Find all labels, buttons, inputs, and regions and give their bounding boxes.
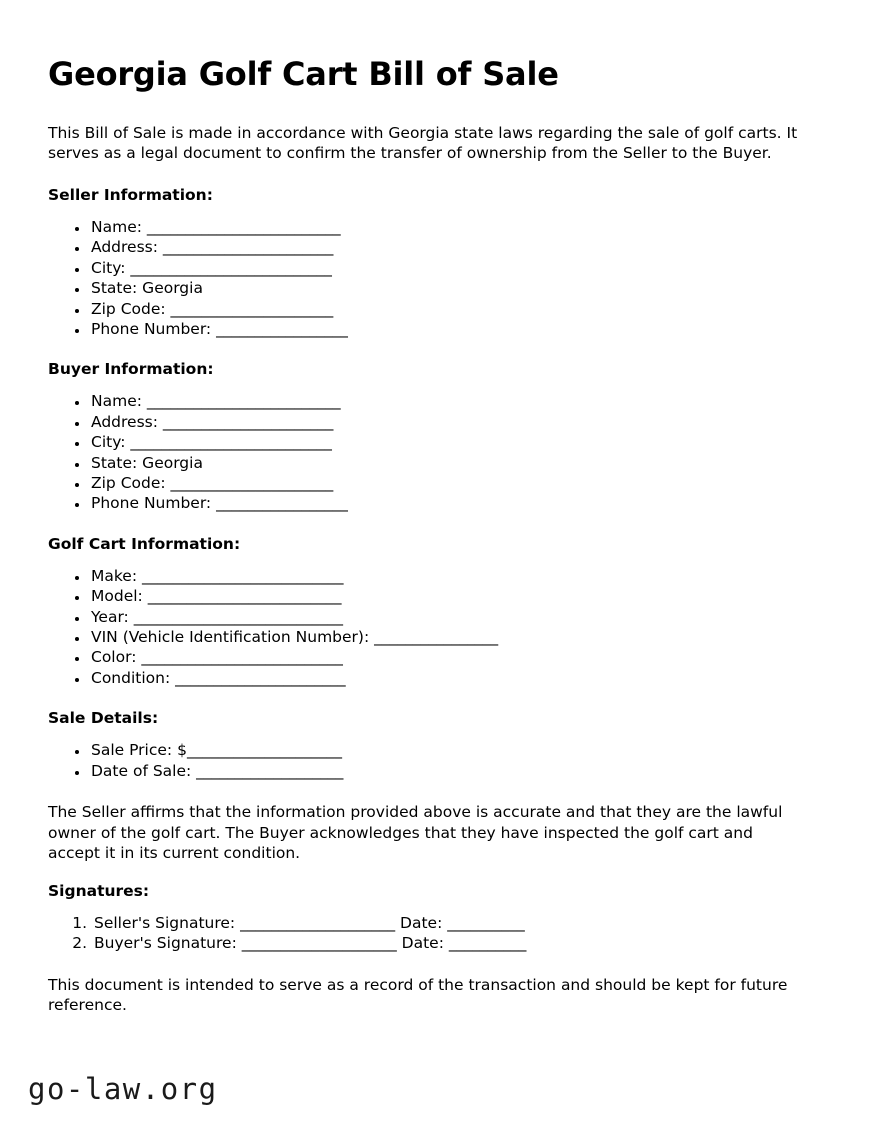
list-item <box>89 237 821 257</box>
field-blank-line[interactable]: __________________________ <box>141 648 343 667</box>
buyer-field-list <box>48 391 821 513</box>
list-item <box>89 391 821 411</box>
field-label: Sale Price: $ <box>91 741 187 760</box>
field-label: Date of Sale: <box>91 761 197 780</box>
field-blank-line[interactable]: _________________ <box>216 320 348 339</box>
intro-paragraph: This Bill of Sale is made in accordance with Georgia state laws regarding the sale of golf carts. It serves as a legal document to confirm the transfer of ownership from the Seller to the Buyer. <box>48 123 798 163</box>
field-label: Year: <box>91 607 134 626</box>
field-label: State: Georgia <box>91 279 203 298</box>
signature-label: Seller's Signature: <box>94 913 241 932</box>
field-label: Condition: <box>91 668 176 687</box>
sale-details-section <box>48 709 821 781</box>
buyer-information-section <box>48 360 821 513</box>
date-blank-line[interactable]: __________ <box>447 913 525 932</box>
field-label: Zip Code: <box>91 474 171 493</box>
field-label: Address: <box>91 238 163 257</box>
field-blank-line[interactable]: ___________________ <box>196 761 344 780</box>
list-item <box>89 761 821 781</box>
field-blank-line[interactable]: ___________________________ <box>133 607 343 626</box>
signature-label: Buyer's Signature: <box>94 934 242 953</box>
list-item <box>89 217 821 237</box>
golf-cart-information-heading: Golf Cart Information: <box>48 534 241 553</box>
seller-information-section <box>48 186 821 339</box>
field-label: State: Georgia <box>91 453 203 472</box>
field-blank-line[interactable]: _________________________ <box>146 217 341 236</box>
field-label: Make: <box>91 566 142 585</box>
date-label: Date: <box>395 913 448 932</box>
list-item <box>89 412 821 432</box>
page-title: Georgia Golf Cart Bill of Sale <box>48 55 559 93</box>
affirmation-paragraph: The Seller affirms that the information provided above is accurate and that they are the lawful owner of the golf cart. The Buyer acknowledges that they have inspected the golf cart and accept it in its current condition. <box>48 803 783 863</box>
sale-details-heading: Sale Details: <box>48 709 159 728</box>
field-blank-line[interactable]: _________________________ <box>147 587 342 606</box>
list-item <box>89 668 821 688</box>
footer-watermark: go-law.org <box>28 1072 218 1106</box>
field-blank-line[interactable]: ______________________ <box>175 668 346 687</box>
field-label: Phone Number: <box>91 320 217 339</box>
field-blank-line[interactable]: __________________________ <box>130 258 332 277</box>
golf-cart-field-list <box>48 566 821 688</box>
field-label: VIN (Vehicle Identification Number): <box>91 628 375 647</box>
field-label: Phone Number: <box>91 494 217 513</box>
list-item <box>89 627 821 647</box>
signatures-heading: Signatures: <box>48 881 150 900</box>
field-blank-line[interactable]: _____________________ <box>170 474 334 493</box>
signature-list <box>48 913 821 954</box>
field-blank-line[interactable]: _________________ <box>216 494 348 513</box>
golf-cart-information-section <box>48 535 821 688</box>
list-item <box>89 607 821 627</box>
field-blank-line[interactable]: ____________________ <box>186 741 342 760</box>
signature-blank-line[interactable]: ____________________ <box>240 913 396 932</box>
list-item <box>89 473 821 493</box>
signature-blank-line[interactable]: ____________________ <box>241 934 397 953</box>
date-blank-line[interactable]: __________ <box>448 934 527 953</box>
sale-details-field-list <box>48 740 821 781</box>
seller-field-list <box>48 217 821 339</box>
list-item <box>89 258 821 278</box>
field-blank-line[interactable]: _____________________ <box>170 299 334 318</box>
field-blank-line[interactable]: ______________________ <box>162 238 334 257</box>
field-label: Name: <box>91 392 147 411</box>
list-item <box>89 319 821 339</box>
list-item <box>89 586 821 606</box>
signatures-section <box>48 882 821 954</box>
list-item <box>89 299 821 319</box>
list-item <box>89 740 821 760</box>
field-blank-line[interactable]: __________________________ <box>141 566 344 585</box>
list-item <box>89 493 821 513</box>
list-item <box>89 647 821 667</box>
buyer-information-heading: Buyer Information: <box>48 360 214 379</box>
closing-paragraph: This document is intended to serve as a record of the transaction and should be kept for future reference. <box>48 975 788 1015</box>
field-label: Name: <box>91 217 147 236</box>
field-label: Address: <box>91 412 163 431</box>
seller-information-heading: Seller Information: <box>48 185 213 204</box>
field-label: City: <box>91 258 131 277</box>
list-item <box>89 566 821 586</box>
list-item <box>92 913 821 933</box>
field-blank-line[interactable]: ________________ <box>374 628 499 647</box>
list-item <box>89 432 821 452</box>
field-blank-line[interactable]: _________________________ <box>146 392 341 411</box>
field-label: Zip Code: <box>91 299 171 318</box>
list-item <box>89 453 821 473</box>
date-label: Date: <box>396 934 449 953</box>
field-label: Model: <box>91 587 148 606</box>
field-label: Color: <box>91 648 142 667</box>
list-item <box>92 933 821 953</box>
field-blank-line[interactable]: ______________________ <box>162 412 334 431</box>
field-blank-line[interactable]: __________________________ <box>130 433 332 452</box>
field-label: City: <box>91 433 131 452</box>
list-item <box>89 278 821 298</box>
